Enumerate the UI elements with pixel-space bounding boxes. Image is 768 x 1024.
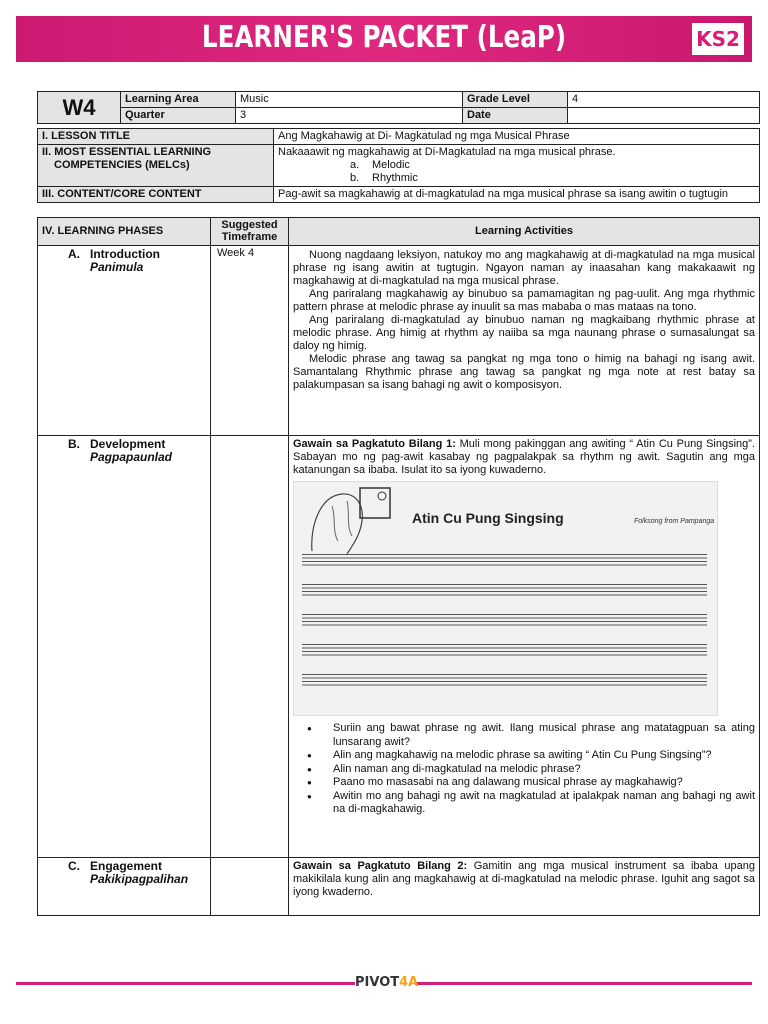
intro-activities xyxy=(289,246,760,436)
task2-label: Gawain sa Pagkatuto Bilang 2: xyxy=(293,860,468,872)
development-phase xyxy=(38,436,211,858)
question-item: ● Alin naman ang di-magkatulad na melodic phrase? xyxy=(293,763,755,777)
development-letter: B. xyxy=(68,437,80,451)
intro-letter: A. xyxy=(68,247,80,261)
timeframe-header-2: Timeframe xyxy=(221,231,278,243)
melcs-label xyxy=(38,145,274,187)
question-item: ● Paano mo masasabi na ang dalawang musical phrase ay magkahawig? xyxy=(293,776,755,790)
intro-paragraph-4: Melodic phrase ang tawag sa pangkat ng mga tono o himig na bahagi ng isang awit. Samantalang Rhythmic phrase ang tawag sa pangkat ng mga note at rest batay sa palakumpasan sa isang bahagi ng awit o komposisyon. xyxy=(293,353,755,391)
question-item: ● Alin ang magkahawig na melodic phrase sa awiting “ Atin Cu Pung Singsing”? xyxy=(293,749,755,763)
development-timeframe xyxy=(211,436,289,858)
intro-paragraph-1: Nuong nagdaang leksiyon, natukoy mo ang magkahawig at di-magkatulad na mga musical phrase ng isang awitin at tugtugin. Ngayon naman ay inaasahan kang makakaawit ng magkahawig at di-magkatulad na mga musical phrase. xyxy=(293,249,755,287)
song-sheet-image xyxy=(293,481,718,716)
intro-timeframe: Week 4 xyxy=(211,246,289,436)
date-label: Date xyxy=(463,108,568,124)
engagement-subtitle: Pakikipagpalihan xyxy=(90,872,189,886)
quarter-label: Quarter xyxy=(121,108,236,124)
task1-text: Muli mong pakinggan ang awiting “ Atin Cu Pung Singsing”. Sabayan mo ng pag-awit kasabay ng pagpalakpak sa rhythm ng awit. Sagutin ang mga katanungan sa ibaba. Isulat ito sa iyong kuwaderno. xyxy=(293,438,755,476)
music-staff-2 xyxy=(302,584,707,598)
intro-title: Introduction xyxy=(90,247,160,261)
music-staff-4 xyxy=(302,644,707,658)
pivot-logo xyxy=(355,972,419,994)
melcs-text: Nakaaawit ng magkahawig at Di-Magkatulad na mga musical phrase. xyxy=(278,146,616,158)
pivot-logo-text: PIVOT xyxy=(355,975,400,990)
melcs-a-marker: a. xyxy=(350,159,360,171)
intro-subtitle: Panimula xyxy=(90,260,144,274)
intro-phase xyxy=(38,246,211,436)
phases-table xyxy=(37,217,760,916)
melcs-label-line1: II. MOST ESSENTIAL LEARNING xyxy=(42,146,212,158)
engagement-timeframe xyxy=(211,858,289,916)
song-title: Atin Cu Pung Singsing xyxy=(412,510,564,526)
question-item: ● Suriin ang bawat phrase ng awit. Ilang musical phrase ang matatagpuan sa ating lunsarang awit? xyxy=(293,722,755,749)
phases-header: IV. LEARNING PHASES xyxy=(38,218,211,246)
music-staff-1 xyxy=(302,554,707,568)
task2-text: Gamitin ang mga musical instrument sa ibaba upang makikilala kung alin ang magkahawig at di-magkatulad na melodic phrase. Iguhit ang sagot sa iyong kwaderno. xyxy=(293,860,756,898)
quarter-value: 3 xyxy=(236,108,463,124)
intro-paragraph-2: Ang pariralang magkahawig ay binubuo sa pamamagitan ng pag-uulit. Ang mga rhythmic pattern phrase at melodic phrase ay inuulit sa mas mababa o mas mataas na tono. xyxy=(293,288,755,313)
development-task xyxy=(293,438,755,477)
development-title: Development xyxy=(90,437,166,451)
woman-illustration-icon xyxy=(302,486,397,556)
content-text: Pag-awit sa magkahawig at di-magkatulad na mga musical phrase sa isang awitin o tugtugin xyxy=(274,187,760,203)
melcs-item-b xyxy=(278,172,755,185)
content-label: III. CONTENT/CORE CONTENT xyxy=(38,187,274,203)
engagement-title: Engagement xyxy=(90,859,163,873)
pivot-logo-accent: 4A xyxy=(399,975,419,990)
engagement-activities xyxy=(289,858,760,916)
lesson-title-label: I. LESSON TITLE xyxy=(38,129,274,145)
music-staff-5 xyxy=(302,674,707,688)
task1-label: Gawain sa Pagkatuto Bilang 1: xyxy=(293,438,456,450)
song-origin: Folksong from Pampanga xyxy=(634,518,715,525)
intro-paragraph-3: Ang pariralang di-magkatulad ay binubuo naman ng magkaibang rhythmic phrase at melodic phrase. Ang himig at rhythm ay naiiba sa mga naunang phrase o sumasalungat sa daloy ng himig. xyxy=(293,314,755,352)
melcs-item-a xyxy=(278,159,755,172)
learning-area-label: Learning Area xyxy=(121,92,236,108)
melcs-label-line2: COMPETENCIES (MELCs) xyxy=(54,159,190,171)
timeframe-header-1: Suggested xyxy=(221,219,278,231)
development-subtitle: Pagpapaunlad xyxy=(90,450,173,464)
timeframe-header xyxy=(211,218,289,246)
ks2-badge: KS2 xyxy=(692,23,744,55)
engagement-letter: C. xyxy=(68,859,80,873)
grade-level-label: Grade Level xyxy=(463,92,568,108)
question-list xyxy=(293,722,755,817)
engagement-phase xyxy=(38,858,211,916)
question-item: ● Awitin mo ang bahagi ng awit na magkatulad at ipalakpak naman ang bahagi ng awit na di-magkahawig. xyxy=(293,790,755,817)
learning-area-value: Music xyxy=(236,92,463,108)
music-staff-3 xyxy=(302,614,707,628)
week-label: W4 xyxy=(38,92,121,124)
date-value xyxy=(568,108,760,124)
lesson-title: Ang Magkahawig at Di- Magkatulad ng mga Musical Phrase xyxy=(274,129,760,145)
info-table xyxy=(37,91,760,124)
activities-header: Learning Activities xyxy=(289,218,760,246)
melcs-b-text: Rhythmic xyxy=(372,172,418,184)
melcs-cell xyxy=(274,145,760,187)
melcs-b-marker: b. xyxy=(350,172,360,184)
development-activities xyxy=(289,436,760,858)
melcs-a-text: Melodic xyxy=(372,159,410,171)
banner-title: LEARNER'S PACKET (LeaP) xyxy=(201,20,567,55)
header-banner xyxy=(16,16,752,62)
grade-level-value: 4 xyxy=(568,92,760,108)
lesson-table xyxy=(37,128,760,203)
